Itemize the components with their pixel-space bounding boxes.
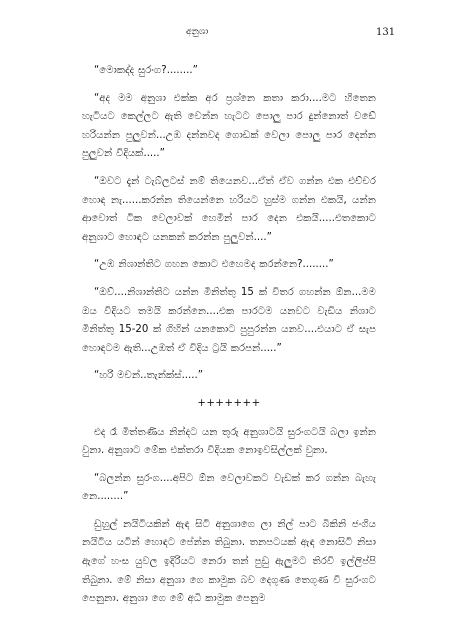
section-separator: +++++++ bbox=[197, 397, 261, 409]
dialogue-paragraph: “අද මම අනුශා එක්ක අර ප්‍රශ්නෙ කතා කරා....මට හිතෙන හැටියට කෙල්ලට ඇති වෙන්න හැටට පොලු පාර දුන්නොත් වඩේ හරියන්න පුලුවන්...උඹ දන්නවද ගොඩක් වෙලා පොලු පාර දෙන්න පුලුවන් විදියක්.....” bbox=[82, 92, 376, 160]
page-number: 131 bbox=[376, 27, 396, 38]
dialogue-paragraph: “බලන්න සුරංග....අපිට ඕන වෙලාවකට වැඩක් කර ගන්න බැහැ නෙ........” bbox=[82, 472, 376, 503]
narrative-paragraph: එද රෑ මිත්තණිය නින්දට යන තුරු අනුශාටයි සුරංගටයි බලා ඉන්න වුනා. අනුශාට මේක එක්තරා විදියක නොඉවසිල්ලක් වුනා. bbox=[82, 426, 376, 457]
page-body bbox=[82, 62, 376, 618]
running-title: අනුශා bbox=[186, 27, 209, 37]
dialogue-paragraph: “මොකද්ද සුරංග?........” bbox=[94, 65, 198, 76]
dialogue-paragraph: “ඔව්....නිශාන්තිට යන්න මිනිත්තු 15 ක් විතර ගහන්න ඕන...මම ඔය විදියට තමයි කරන්නෙ....එක පාරටම යනවට වැඩිය නිශාට මිනිත්තු 15-20 ක් ගිහින් යනකොට පුපුරන්න යනව....එයාට ඒ සැප හොඳටම ඇති...උඹත් ඒ විදිය ට්‍රයි කරපන්.....” bbox=[82, 286, 376, 354]
narrative-paragraph: ඩුහුල් නයිටියකින් ඇඳ සිටි අනුශාගෙ ලා නිල් පාට බිකිනි ජංගිය නයිටිය යටින් හොඳට පේන්න තිබුනා. තනපටයක් ඇඳ නොසිටි නිසා ඇගේ හංස යුවල ඉදිරියට නෙරා තන් පුඩු ඇලුමට තිරවි ඉල්ලිප්පි තිබුනා. මේ නිසා අනුශා ගෙ කාමුක බව දෙගුණ තෙගුණ වී සුරංගට පෙනුනා. අනුශා ගෙ මේ අධි කාමුක පෙනුම bbox=[82, 518, 376, 605]
page-header bbox=[0, 27, 452, 41]
dialogue-paragraph: “හරි මචන්..තැන්ක්ස්.....” bbox=[94, 370, 204, 382]
dialogue-paragraph: “ඔවට දැන් ටැබ්ලටස් නම් තියෙනව...ඒත් ඒව ගන්න එක එච්චර හොඳ නැ......කරන්න තියෙන්නෙ හරියට හුස්ම ගන්න එකයි, යන්න ආවොත් ටික වෙලාවක් හෙමින් පාර දෙන එකයි.....එතකොට අනුශාට හොඳට යනකන් කරන්න පුලුවන්....” bbox=[82, 175, 376, 243]
dialogue-paragraph: “උඹ නිශාන්තිට ගහන කොට එහෙමද කරන්නෙ?........” bbox=[94, 259, 334, 271]
